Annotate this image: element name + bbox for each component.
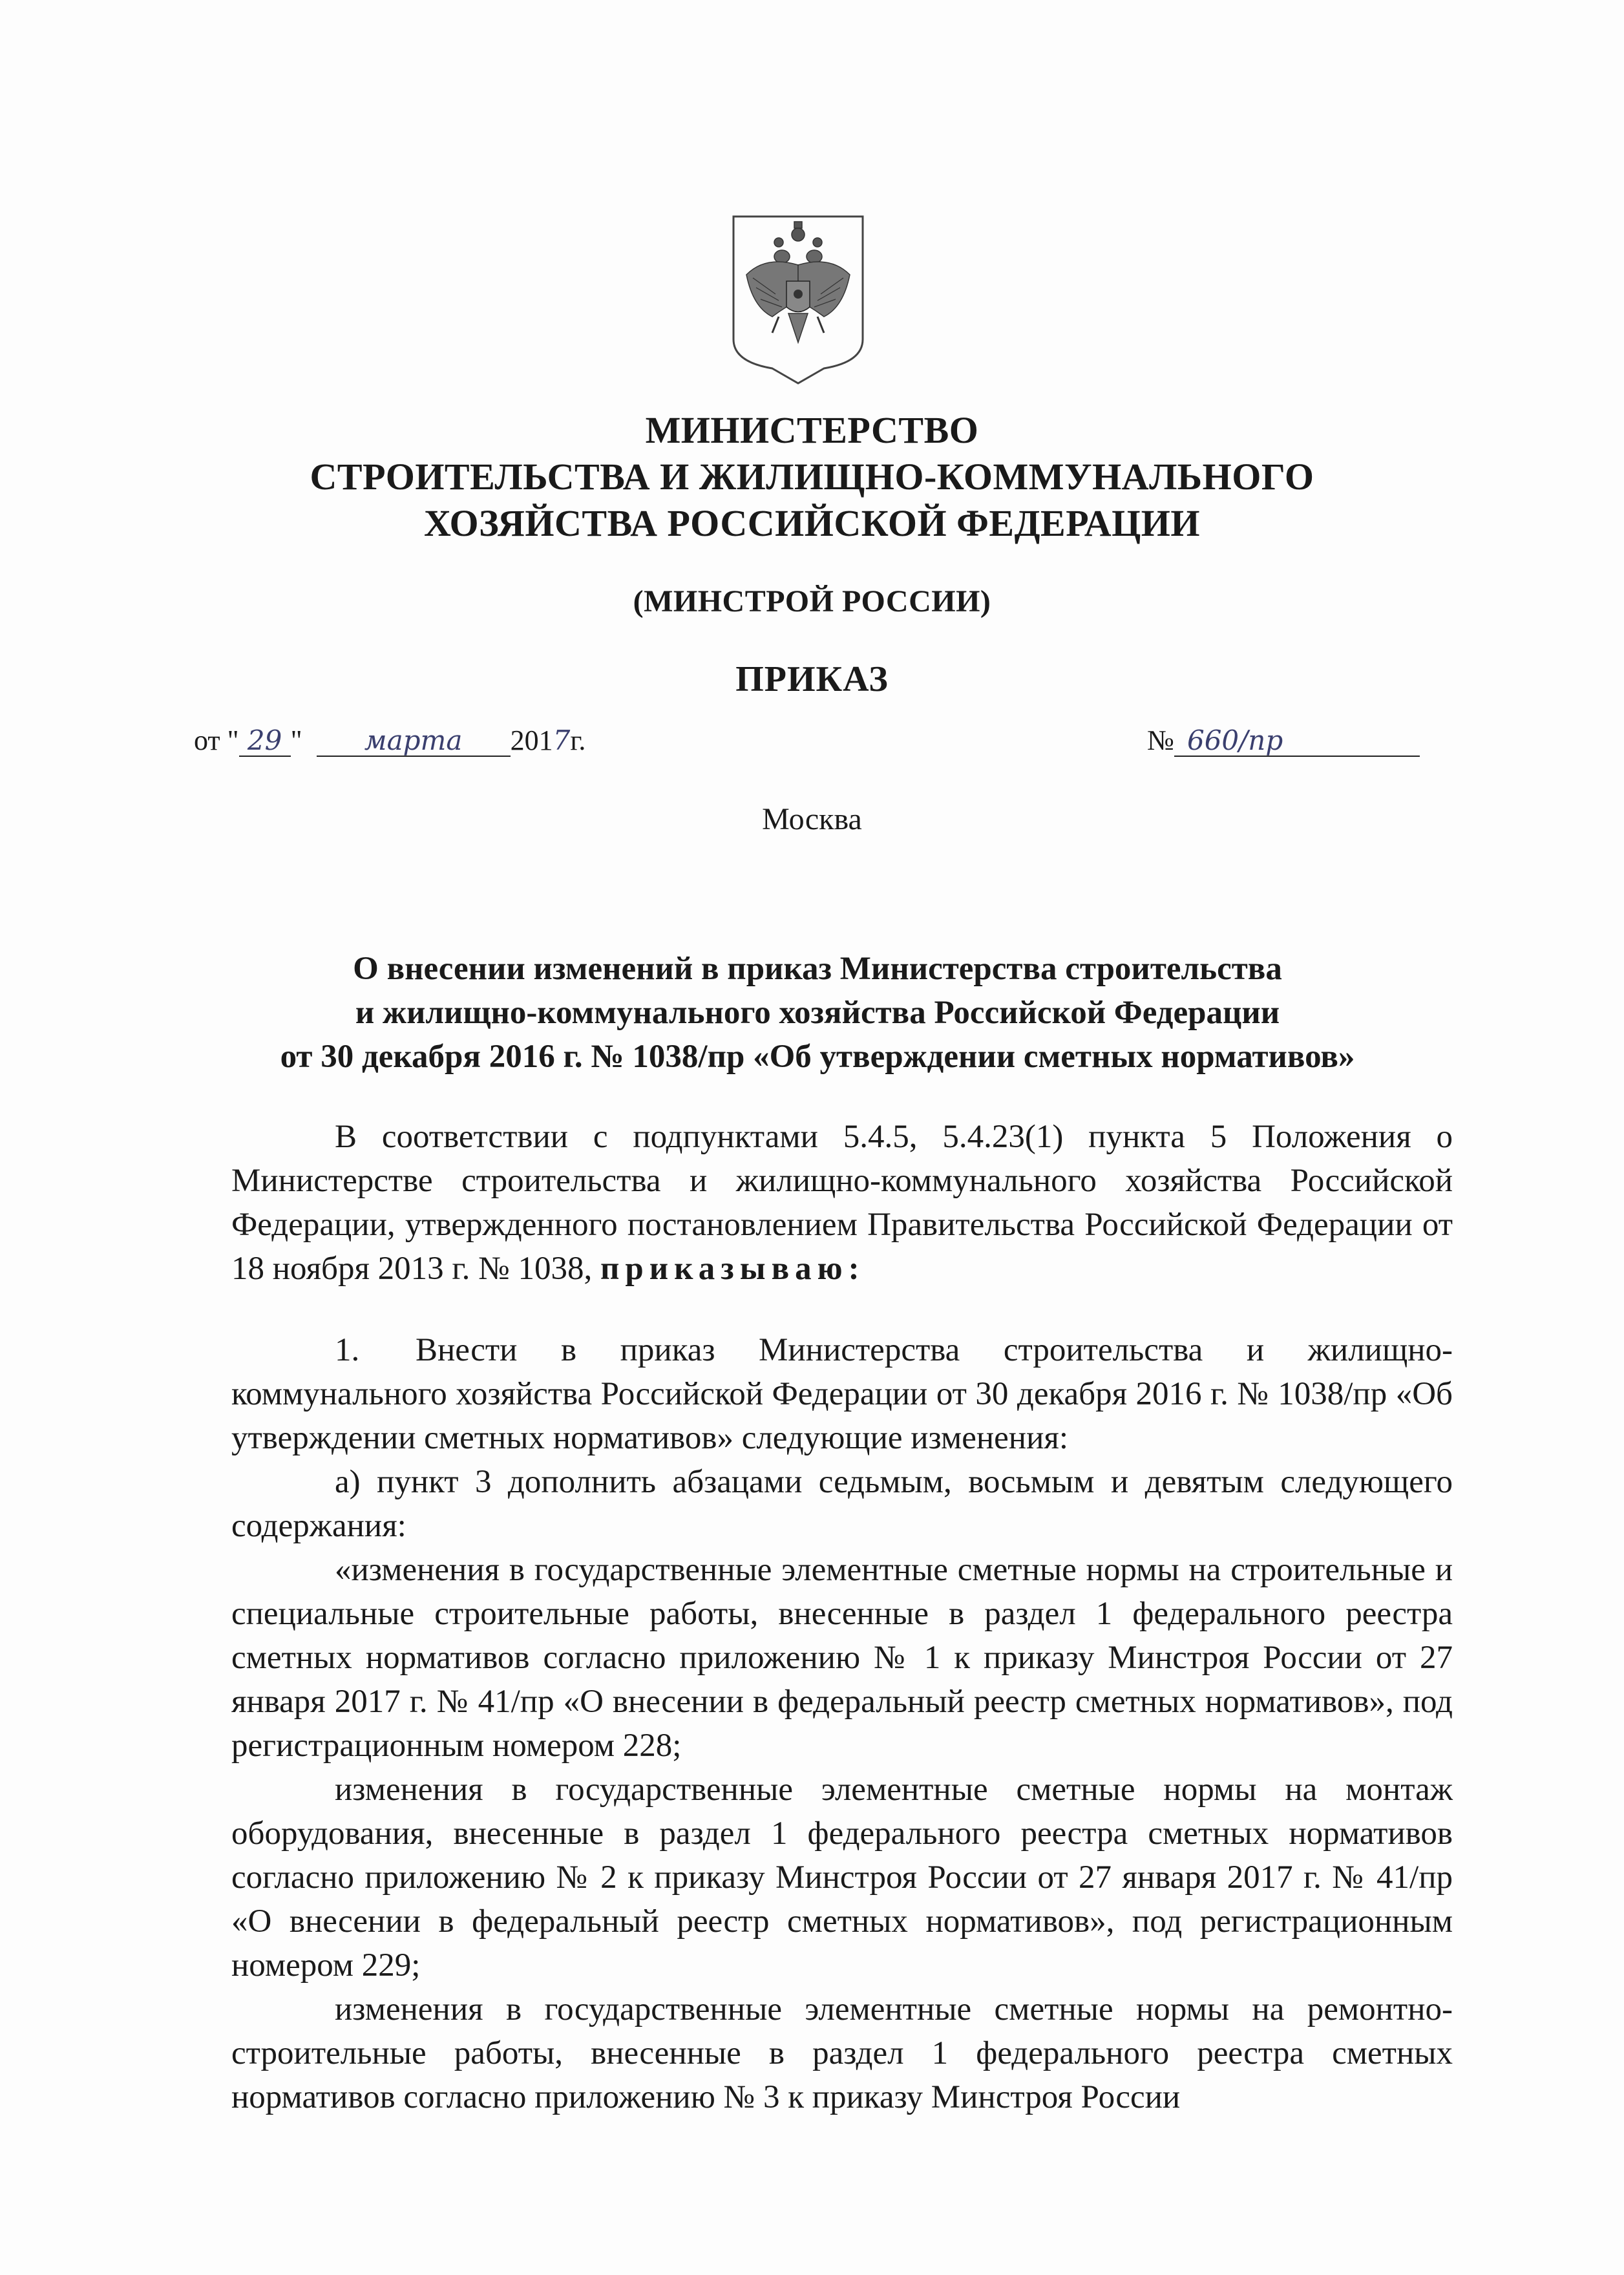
subject-line-3: от 30 декабря 2016 г. № 1038/пр «Об утверждении сметных нормативов» <box>280 1039 1355 1075</box>
ministry-short-name: (МИНСТРОЙ РОССИИ) <box>633 584 991 619</box>
date-month: марта <box>317 726 511 757</box>
item-1-number: 1. <box>335 1332 360 1368</box>
amendment-paragraph-2: изменения в государственные элементные сметные нормы на монтаж оборудования, внесенные в раздел 1 федерального реестра сметных нормативов согласно приложению № 2 к приказу Минстроя России от 27 января 2017 г. № 41/пр «О внесении в федеральный реестр сметных нормативов», под регистрационным номером 229; <box>231 1772 1453 1984</box>
date-prefix: от <box>194 725 220 756</box>
sub-item-a: а) пункт 3 дополнить абзацами седьмым, восьмым и девятым следующего содержания: <box>231 1464 1453 1544</box>
order-items <box>231 1328 1453 2119</box>
item-1 <box>231 1328 1453 1460</box>
number-value: 660/пр <box>1174 726 1420 757</box>
order-date <box>194 724 585 763</box>
ministry-line-2: СТРОИТЕЛЬСТВА И ЖИЛИЩНО-КОММУНАЛЬНОГО <box>310 456 1314 498</box>
city-name: Москва <box>762 802 862 836</box>
decree-word: приказываю: <box>600 1251 865 1287</box>
preamble-text: В соответствии с подпунктами 5.4.5, 5.4.23(1) пункта 5 Положения о Министерстве строительства и жилищно-коммунального хозяйства Российской Федерации, утвержденного постановлением Правительства Российской Федерации от 18 ноября 2013 г. № 1038, <box>231 1119 1453 1287</box>
date-day: 29 <box>239 726 291 757</box>
order-number <box>1147 724 1420 757</box>
date-year-unit: г. <box>570 725 586 756</box>
russian-coat-of-arms-icon <box>727 210 869 385</box>
ministry-name <box>0 407 1624 547</box>
number-sign: № <box>1147 725 1174 756</box>
subject-line-1: О внесении изменений в приказ Министерства строительства <box>353 951 1282 987</box>
date-quote-close: " <box>290 725 302 756</box>
document-type-title: ПРИКАЗ <box>735 659 889 699</box>
date-year-prefix: 201 <box>510 725 553 756</box>
amendment-paragraph-1: «изменения в государственные элементные сметные нормы на строительные и специальные строительные работы, внесенные в раздел 1 федерального реестра сметных нормативов согласно приложению № 1 к приказу Минстроя России от 27 января 2017 г. № 41/пр «О внесении в федеральный реестр сметных нормативов», под регистрационным номером 228; <box>231 1552 1453 1764</box>
order-subject <box>194 947 1441 1079</box>
amendment-paragraph-3: изменения в государственные элементные сметные нормы на ремонтно-строительные работы, внесенные в раздел 1 федерального реестра сметных нормативов согласно приложению № 3 к приказу Минстроя России <box>231 1991 1453 2115</box>
ministry-line-1: МИНИСТЕРСТВО <box>645 409 979 451</box>
preamble-paragraph <box>231 1115 1453 1291</box>
subject-line-2: и жилищно-коммунального хозяйства Российской Федерации <box>355 995 1280 1031</box>
preamble <box>231 1115 1453 1291</box>
date-year-suffix: 7 <box>553 725 571 756</box>
date-quote-open: " <box>227 725 239 756</box>
item-1-text: Внести в приказ Министерства строительства и жилищно-коммунального хозяйства Российской Федерации от 30 декабря 2016 г. № 1038/пр «Об утверждении сметных нормативов» следующие изменения: <box>231 1332 1453 1456</box>
ministry-line-3: ХОЗЯЙСТВА РОССИЙСКОЙ ФЕДЕРАЦИИ <box>424 502 1200 544</box>
